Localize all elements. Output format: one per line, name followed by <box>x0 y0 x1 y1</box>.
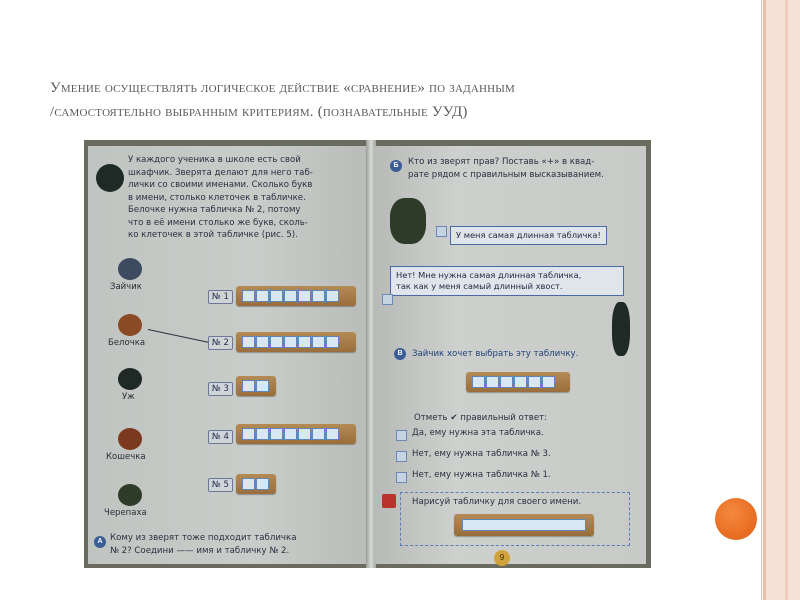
mark-prompt: Отметь ✔ правильный ответ: <box>414 413 548 423</box>
bubble-line: так как у меня самый длинный хвост. <box>396 281 563 291</box>
task-marker: В <box>394 348 406 360</box>
table-label: № 5 <box>208 478 233 492</box>
snake-icon <box>96 164 124 192</box>
empty-plate-field <box>462 519 586 531</box>
plate-cells <box>242 428 339 440</box>
animal-label: Уж <box>122 392 135 402</box>
task-b-line: Кто из зверят прав? Поставь «+» в квад- <box>408 157 595 167</box>
speech-bubble: У меня самая длинная табличка! <box>450 226 607 245</box>
plate-cells <box>242 336 339 348</box>
animal-label: Кошечка <box>106 452 146 462</box>
animal-label: Белочка <box>108 338 146 348</box>
task-b-line: рате рядом с правильным высказыванием. <box>408 169 604 180</box>
left-page <box>88 146 368 564</box>
task-b-text <box>408 156 643 181</box>
answer-checkbox[interactable] <box>396 430 407 441</box>
task-a-line: № 2? Соедини —— имя и табличку № 2. <box>110 545 290 556</box>
task-g-text: Нарисуй табличку для своего имени. <box>412 497 582 507</box>
intro-text <box>128 154 363 242</box>
table-label: № 4 <box>208 430 233 444</box>
squirrel-icon <box>118 314 142 336</box>
snake-icon <box>118 368 142 390</box>
slide-title-line-1: Умение осуществлять логическое действие «сравнение» по заданным <box>50 80 516 96</box>
intro-line: что в её имени столько же букв, сколь- <box>128 217 308 228</box>
decorative-stripe <box>766 0 800 600</box>
hare-icon <box>118 258 142 280</box>
slide-title <box>50 76 700 124</box>
plate-cells <box>242 380 269 392</box>
answer-checkbox[interactable] <box>396 451 407 462</box>
answer-option: Нет, ему нужна табличка № 3. <box>412 449 551 459</box>
task-v-text: Зайчик хочет выбрать эту табличку. <box>412 349 579 359</box>
turtle-icon <box>390 198 426 244</box>
table-label: № 1 <box>208 290 233 304</box>
name-plate-4 <box>236 424 356 444</box>
task-marker: А <box>94 536 106 548</box>
snake-icon <box>612 302 630 356</box>
answer-checkbox[interactable] <box>382 294 393 305</box>
answer-checkbox[interactable] <box>436 226 447 237</box>
name-plate-1 <box>236 286 356 306</box>
table-label: № 3 <box>208 382 233 396</box>
speech-bubble <box>390 266 624 296</box>
plate-cells <box>242 478 269 490</box>
turtle-icon <box>118 484 142 506</box>
intro-line: ко клеточек в этой табличке (рис. 5). <box>128 230 298 240</box>
intro-line: Белочке нужна табличка № 2, потому <box>128 205 301 215</box>
page-number: 9 <box>494 550 510 566</box>
bubble-line: Нет! Мне нужна самая длинная табличка, <box>396 270 582 280</box>
right-page <box>374 146 646 564</box>
animal-label: Зайчик <box>110 282 142 292</box>
textbook-photo <box>84 140 651 568</box>
plate-cells <box>472 376 555 388</box>
connection-line <box>148 329 209 343</box>
answer-option: Нет, ему нужна табличка № 1. <box>412 470 551 480</box>
slide-title-line-2: /самостоятельно выбранным критериям. (познавательные УУД) <box>50 104 468 120</box>
decorative-line <box>763 0 766 600</box>
animal-label: Черепаха <box>104 508 147 518</box>
intro-line: в имени, столько клеточек в табличке. <box>128 192 306 203</box>
answer-checkbox[interactable] <box>396 472 407 483</box>
answer-option: Да, ему нужна эта табличка. <box>412 428 544 438</box>
empty-name-plate <box>454 514 594 536</box>
task-a-line: Кому из зверят тоже подходит табличка <box>110 533 297 543</box>
draw-task-icon <box>382 494 396 508</box>
name-plate-3 <box>236 376 276 396</box>
intro-line: У каждого ученика в школе есть свой <box>128 155 301 165</box>
name-plate-single <box>466 372 570 392</box>
intro-line: лички со своими именами. Сколько букв <box>128 180 313 190</box>
task-marker: Б <box>390 160 402 172</box>
name-plate-5 <box>236 474 276 494</box>
task-a-text <box>110 532 360 557</box>
decorative-line <box>761 0 762 600</box>
table-label: № 2 <box>208 336 233 350</box>
plate-cells <box>242 290 339 302</box>
decorative-line <box>785 0 788 600</box>
decorative-circle <box>715 498 757 540</box>
intro-line: шкафчик. Зверята делают для него таб- <box>128 167 313 178</box>
cat-icon <box>118 428 142 450</box>
name-plate-2 <box>236 332 356 352</box>
